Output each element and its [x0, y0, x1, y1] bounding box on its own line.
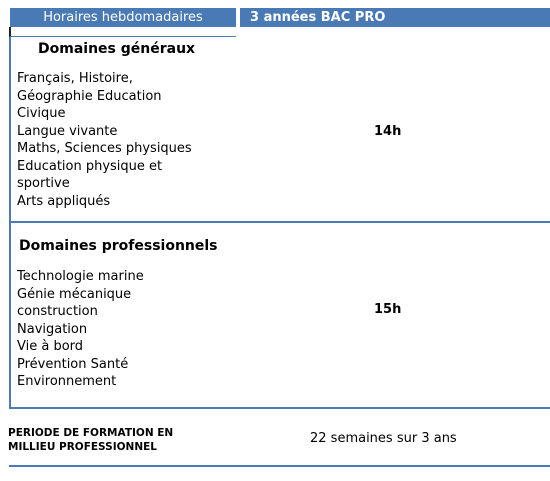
pfmp-label-line: MILLIEU PROFESSIONNEL [8, 441, 157, 453]
list-item: Vie à bord [17, 339, 84, 354]
professional-domains-hours: 15h [374, 302, 402, 317]
professional-domains-title: Domaines professionnels [19, 238, 218, 254]
header-weekly-hours: Horaires hebdomadaires [10, 8, 236, 27]
pfmp-label [8, 426, 173, 454]
table-bottom-border [9, 465, 550, 467]
list-item: Prévention Santé [17, 356, 129, 372]
list-item: Français, Histoire, [17, 71, 133, 86]
list-item: sportive [17, 176, 70, 191]
pfmp-top-border [9, 407, 550, 409]
list-item: Langue vivante [17, 123, 118, 139]
list-item: Génie mécanique [17, 286, 132, 302]
list-item: Environnement [17, 374, 117, 389]
general-domains-list [17, 70, 192, 210]
list-item: Géographie Education [17, 88, 162, 104]
list-item: construction [17, 304, 98, 319]
list-item: Maths, Sciences physiques [17, 141, 192, 156]
list-item: Technologie marine [17, 269, 144, 284]
header-underline [9, 27, 236, 37]
pfmp-duration: 22 semaines sur 3 ans [310, 431, 457, 446]
list-item: Navigation [17, 321, 88, 337]
professional-domains-list [17, 268, 144, 391]
pfmp-label-line: PERIODE DE FORMATION EN [8, 427, 174, 439]
list-item: Education physique et [17, 158, 163, 174]
professional-domains-section [9, 221, 550, 407]
header-program-duration: 3 années BAC PRO [240, 8, 550, 27]
general-domains-hours: 14h [374, 124, 402, 139]
general-domains-section [9, 37, 550, 221]
list-item: Civique [17, 106, 66, 121]
list-item: Arts appliqués [17, 193, 111, 209]
general-domains-title: Domaines généraux [38, 41, 196, 57]
